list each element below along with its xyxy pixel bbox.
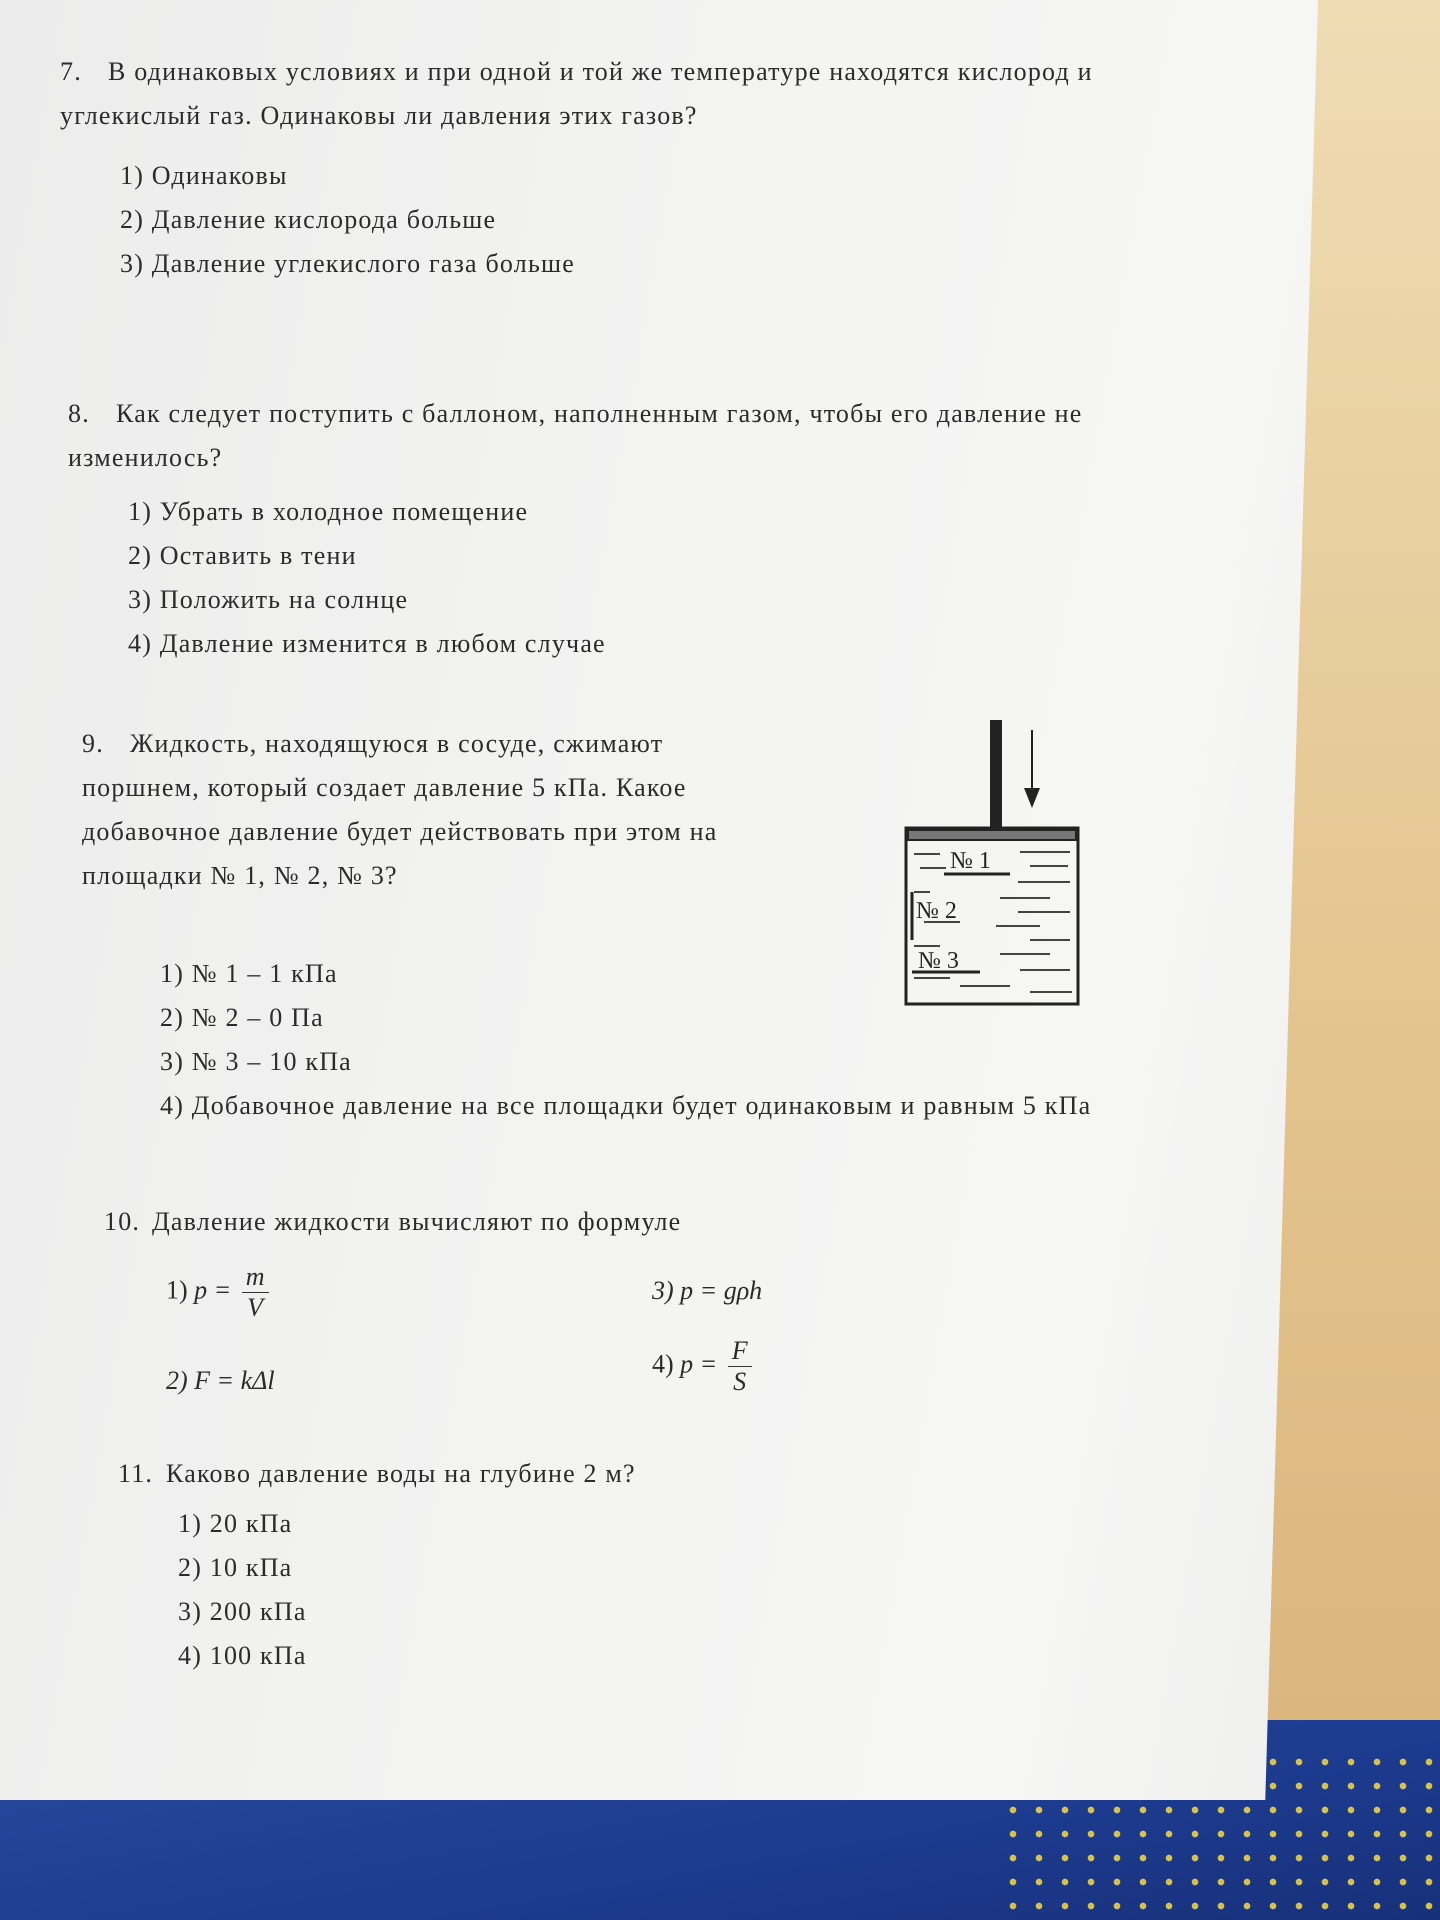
formula-fraction — [242, 1262, 269, 1323]
fraction-denominator: S — [733, 1367, 747, 1396]
question-number: 8. — [68, 399, 90, 428]
platform-1-label: № 1 — [950, 848, 991, 874]
formula-lhs: p = — [194, 1275, 232, 1305]
formula-options — [166, 1262, 866, 1432]
question-text: Давление жидкости вычисляют по формуле — [152, 1207, 682, 1236]
answer-option: 3) Положить на солнце — [128, 585, 409, 614]
question-text: Как следует поступить с баллоном, наполненным газом, чтобы его давление не изменилось? — [68, 399, 1083, 472]
question-number: 10. — [104, 1207, 141, 1236]
piston-plate — [908, 830, 1076, 840]
answer-option: 4) Добавочное давление на все площадки будет одинаковым и равным 5 кПа — [160, 1091, 1092, 1120]
answer-option: 4) 100 кПа — [178, 1641, 307, 1670]
option-number: 1) — [166, 1275, 188, 1305]
answer-option: 2) Давление кислорода больше — [120, 205, 497, 234]
formula-option-4 — [652, 1336, 752, 1397]
question-text: Каково давление воды на глубине 2 м? — [166, 1459, 636, 1488]
answer-option: 3) Давление углекислого газа больше — [120, 249, 575, 278]
option-number: 4) — [652, 1349, 674, 1379]
answer-option: 2) Оставить в тени — [128, 541, 357, 570]
answer-option: 3) 200 кПа — [178, 1597, 307, 1626]
answer-option: 1) № 1 – 1 кПа — [160, 959, 338, 988]
answer-option: 1) 20 кПа — [178, 1509, 293, 1538]
formula-option-3: 3) p = gρh — [652, 1276, 763, 1305]
formula-fraction — [728, 1336, 752, 1397]
fraction-denominator: V — [247, 1293, 264, 1322]
answer-option: 1) Убрать в холодное помещение — [128, 497, 529, 526]
question-10 — [104, 1200, 1104, 1244]
answer-option: 2) 10 кПа — [178, 1553, 293, 1582]
answer-option: 4) Давление изменится в любом случае — [128, 629, 606, 658]
fraction-numerator: F — [728, 1336, 752, 1367]
force-arrow-head — [1024, 788, 1040, 808]
question-9 — [82, 722, 762, 898]
question-11 — [118, 1452, 1118, 1678]
question-7 — [60, 50, 1120, 286]
question-number: 9. — [82, 729, 104, 758]
fraction-numerator: m — [242, 1262, 269, 1293]
question-text: Жидкость, находящуюся в сосуде, сжимают поршнем, который создает давление 5 кПа. Какое добавочное давление будет действовать при этом на площадки № 1, № 2, № 3? — [82, 729, 718, 890]
answer-option: 3) № 3 – 10 кПа — [160, 1047, 352, 1076]
question-8 — [68, 392, 1128, 666]
question-text: В одинаковых условиях и при одной и той же температуре находятся кислород и углекислый газ. Одинаковы ли давления этих газов? — [60, 57, 1093, 130]
answer-option: 1) Одинаковы — [120, 161, 288, 190]
piston-rod — [990, 720, 1002, 830]
question-number: 11. — [118, 1459, 154, 1488]
platform-2-label: № 2 — [916, 898, 957, 924]
answer-option: 2) № 2 – 0 Па — [160, 1003, 324, 1032]
piston-vessel-diagram — [900, 716, 1090, 1016]
formula-option-1 — [166, 1262, 269, 1323]
platform-3-label: № 3 — [918, 948, 959, 974]
question-number: 7. — [60, 57, 82, 86]
formula-option-2: 2) F = kΔl — [166, 1366, 275, 1395]
formula-lhs: p = — [680, 1349, 718, 1379]
